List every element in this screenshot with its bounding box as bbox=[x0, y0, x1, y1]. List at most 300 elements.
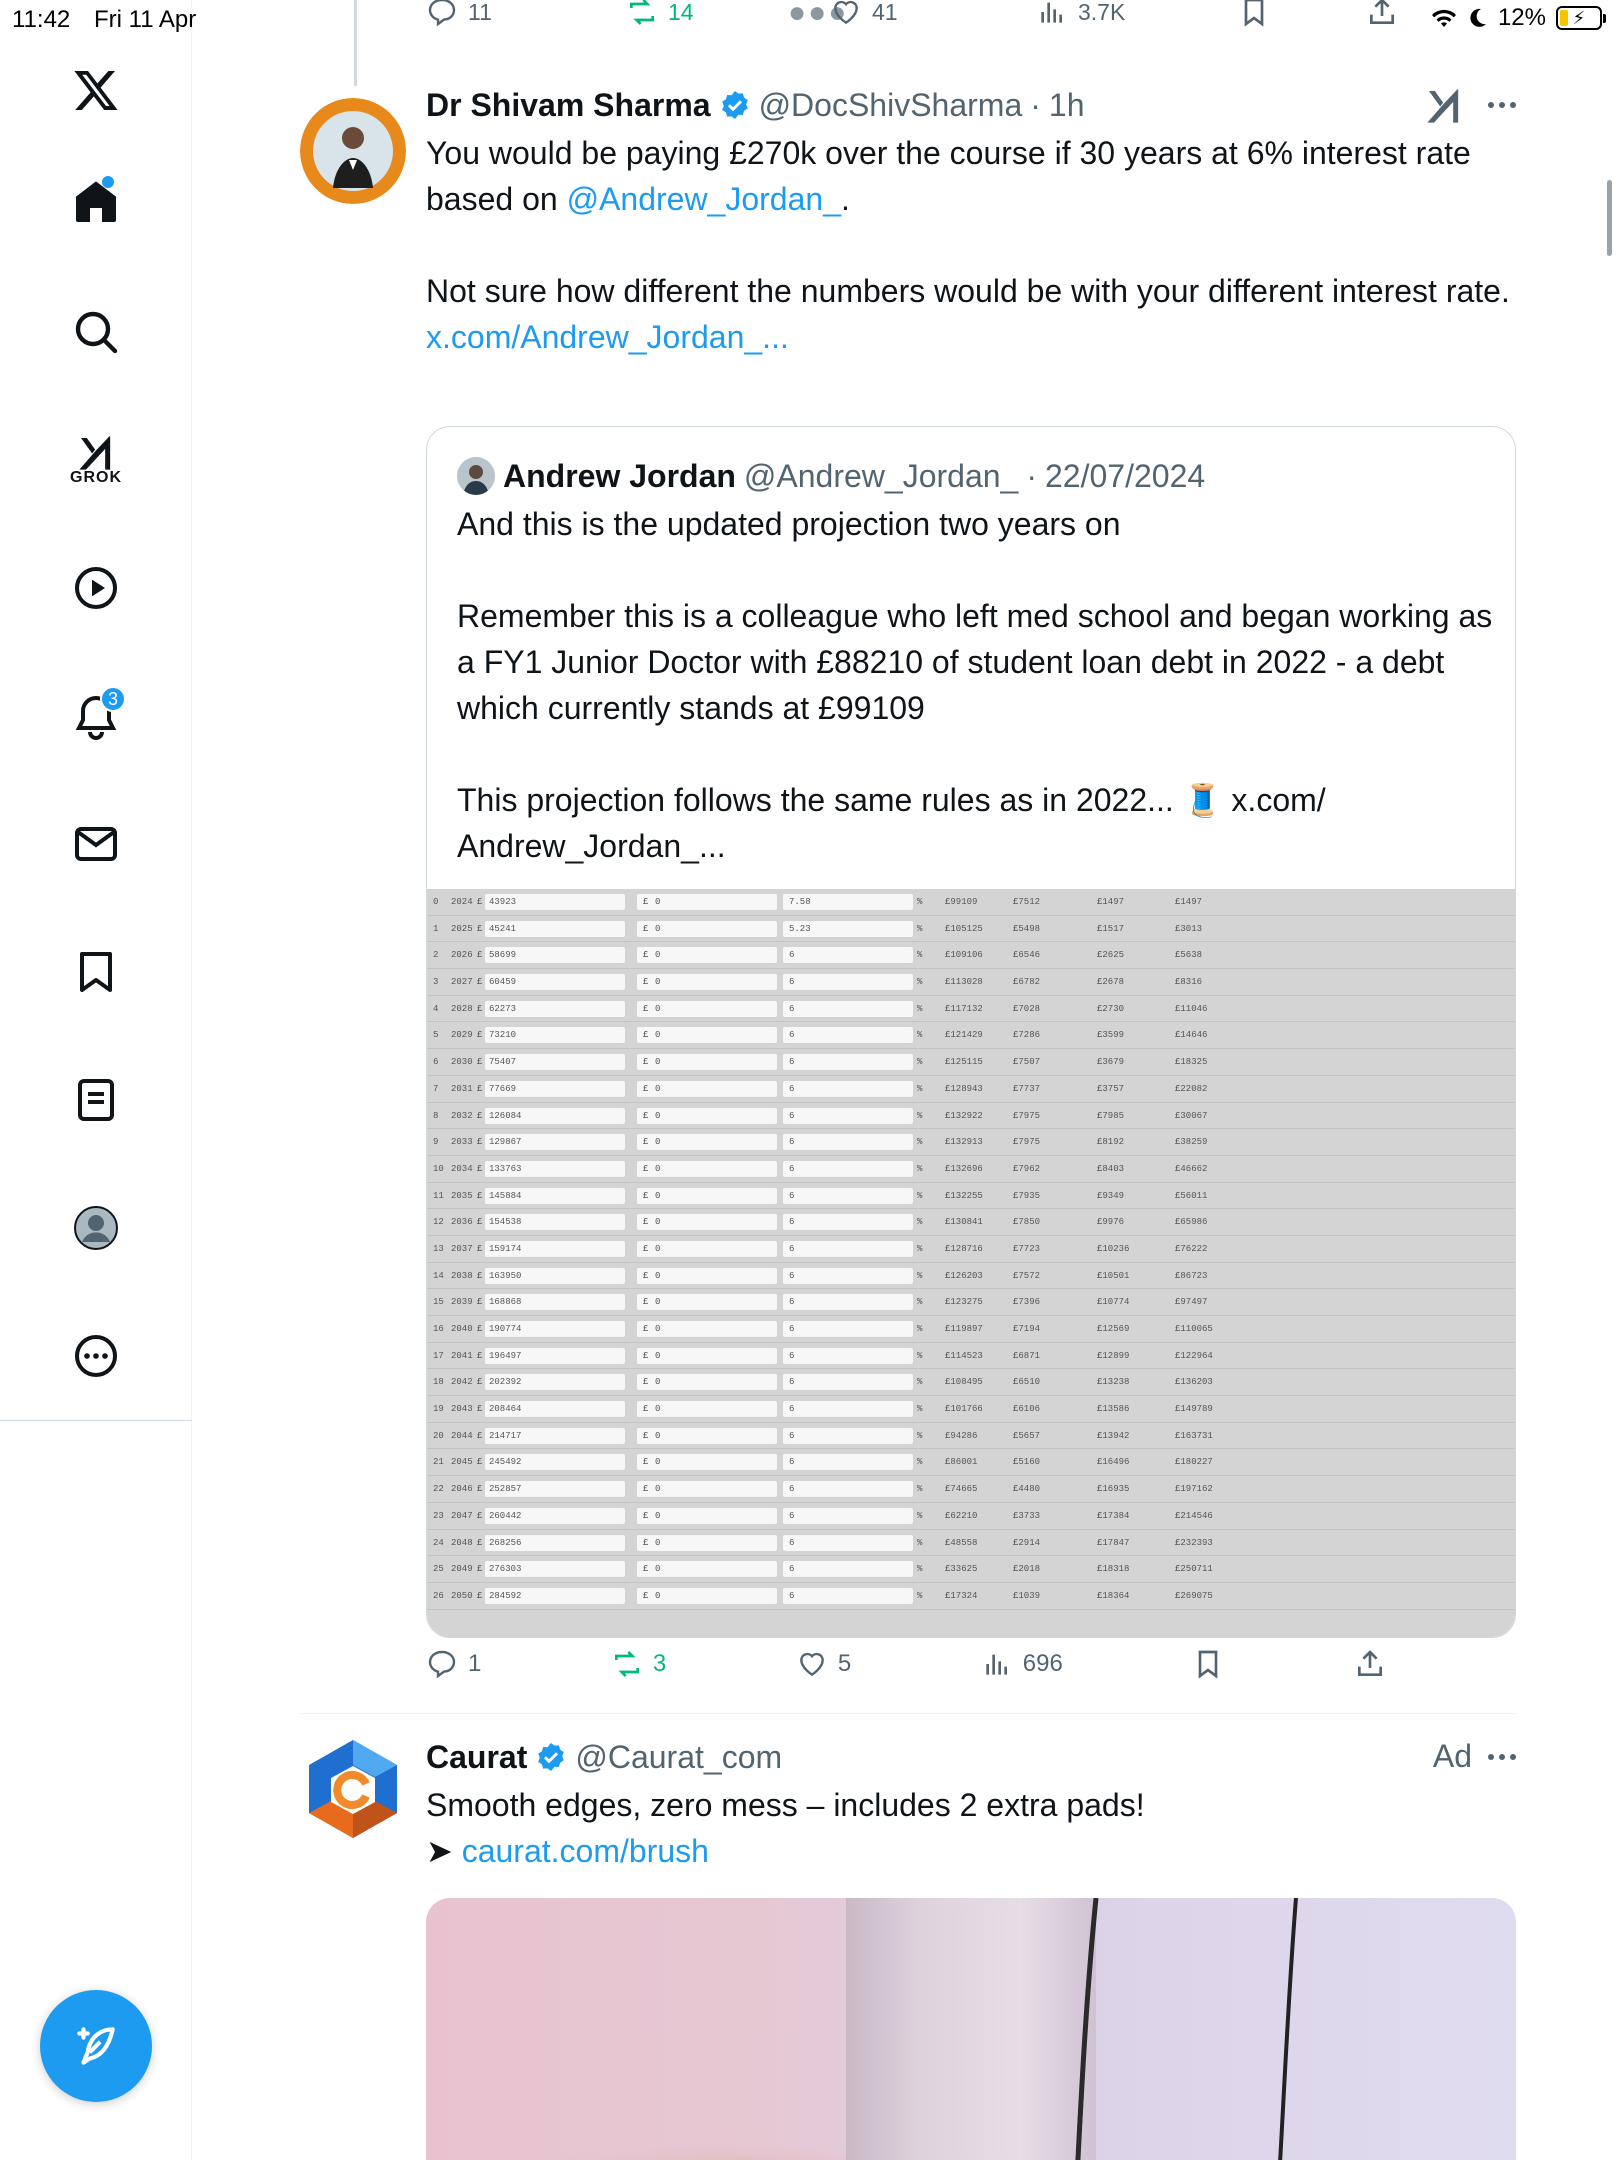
ad-text-line: Smooth edges, zero mess – includes 2 extra pads! bbox=[426, 1787, 1145, 1823]
nav-messages[interactable] bbox=[56, 804, 136, 884]
quoted-author-name: Andrew Jordan bbox=[503, 457, 736, 494]
ad-media-photo bbox=[426, 1898, 1516, 2160]
tweet-text-part: Not sure how different the numbers would be with your different interest rate. bbox=[426, 273, 1510, 309]
row-year: 2034 bbox=[451, 1163, 473, 1174]
row-interest: £6782 bbox=[1013, 977, 1041, 988]
percent-symbol: % bbox=[917, 1484, 923, 1495]
row-rate: 6 bbox=[789, 1243, 795, 1254]
tweet-url-link[interactable]: x.com/Andrew_Jordan_... bbox=[426, 319, 789, 355]
row-index: 19 bbox=[433, 1404, 444, 1415]
row-balance: £117132 bbox=[945, 1003, 983, 1014]
spreadsheet-row bbox=[427, 1423, 1515, 1450]
row-rate: 6 bbox=[789, 1377, 795, 1388]
currency-symbol: £ bbox=[643, 1590, 649, 1601]
row-total-paid: £197162 bbox=[1175, 1484, 1213, 1495]
row-year: 2028 bbox=[451, 1003, 473, 1014]
x-logo-icon[interactable] bbox=[56, 50, 136, 130]
row-year: 2043 bbox=[451, 1404, 473, 1415]
row-balance: £128716 bbox=[945, 1243, 983, 1254]
ad-text bbox=[426, 1782, 1520, 1874]
row-interest: £7028 bbox=[1013, 1003, 1041, 1014]
row-salary: 284592 bbox=[489, 1590, 522, 1601]
battery-percent: 12% bbox=[1497, 4, 1546, 31]
row-interest: £6871 bbox=[1013, 1350, 1041, 1361]
row-rate: 6 bbox=[789, 1003, 795, 1014]
row-extra: 0 bbox=[655, 1110, 661, 1121]
row-total-paid: £250711 bbox=[1175, 1564, 1213, 1575]
currency-symbol: £ bbox=[477, 1590, 483, 1601]
row-repayment: £13586 bbox=[1097, 1404, 1130, 1415]
row-year: 2045 bbox=[451, 1457, 473, 1468]
ad-author-handle[interactable]: @Caurat_com bbox=[575, 1738, 783, 1775]
percent-symbol: % bbox=[917, 923, 923, 934]
spreadsheet-row bbox=[427, 1263, 1515, 1290]
percent-symbol: % bbox=[917, 1324, 923, 1334]
row-extra: 0 bbox=[655, 897, 661, 907]
row-rate: 6 bbox=[789, 1537, 795, 1548]
percent-symbol: % bbox=[917, 1377, 923, 1388]
row-interest: £7286 bbox=[1013, 1030, 1041, 1041]
currency-symbol: £ bbox=[477, 1083, 483, 1094]
ad-avatar[interactable] bbox=[300, 1736, 406, 1842]
percent-symbol: % bbox=[917, 1297, 923, 1308]
row-extra: 0 bbox=[655, 977, 661, 988]
nav-video[interactable] bbox=[56, 548, 136, 628]
battery-icon: ⚡ bbox=[1556, 6, 1602, 30]
percent-symbol: % bbox=[917, 1404, 923, 1415]
header-separator: · bbox=[1030, 86, 1041, 123]
row-year: 2039 bbox=[451, 1297, 473, 1308]
percent-symbol: % bbox=[917, 1430, 923, 1441]
row-repayment: £10236 bbox=[1097, 1243, 1130, 1254]
ad-author-name[interactable]: Caurat bbox=[426, 1738, 528, 1775]
currency-symbol: £ bbox=[643, 1057, 649, 1068]
spreadsheet-row bbox=[427, 1583, 1515, 1610]
percent-symbol: % bbox=[917, 1537, 923, 1548]
prev-like-count: 41 bbox=[872, 0, 898, 25]
row-balance: £101766 bbox=[945, 1404, 983, 1415]
row-index: 20 bbox=[433, 1430, 444, 1441]
mention-link[interactable]: @Andrew_Jordan_ bbox=[566, 181, 841, 217]
percent-symbol: % bbox=[917, 1350, 923, 1361]
row-salary: 163950 bbox=[489, 1270, 522, 1281]
row-total-paid: £214546 bbox=[1175, 1510, 1213, 1521]
row-interest: £7396 bbox=[1013, 1297, 1041, 1308]
spreadsheet-row bbox=[427, 916, 1515, 943]
caurat-logo-icon bbox=[300, 1736, 406, 1842]
row-interest: £7723 bbox=[1013, 1243, 1041, 1254]
row-extra: 0 bbox=[655, 1243, 661, 1254]
row-balance: £17324 bbox=[945, 1590, 978, 1601]
row-interest: £5160 bbox=[1013, 1457, 1041, 1468]
row-rate: 6 bbox=[789, 950, 795, 961]
row-extra: 0 bbox=[655, 1350, 661, 1361]
spreadsheet-row bbox=[427, 1369, 1515, 1396]
share-icon bbox=[1354, 1648, 1386, 1680]
row-year: 2025 bbox=[451, 923, 473, 934]
row-salary: 43923 bbox=[489, 897, 517, 907]
row-index: 16 bbox=[433, 1324, 444, 1334]
row-balance: £132913 bbox=[945, 1137, 983, 1148]
row-index: 1 bbox=[433, 923, 439, 934]
spreadsheet-row bbox=[427, 969, 1515, 996]
row-total-paid: £269075 bbox=[1175, 1590, 1213, 1601]
row-year: 2047 bbox=[451, 1510, 473, 1521]
percent-symbol: % bbox=[917, 1190, 923, 1201]
row-rate: 6 bbox=[789, 1564, 795, 1575]
quoted-author-avatar-image bbox=[457, 457, 495, 495]
prev-repost-count: 14 bbox=[668, 0, 694, 25]
row-balance: £86001 bbox=[945, 1457, 978, 1468]
author-avatar-image bbox=[300, 98, 406, 204]
tweet-time[interactable]: 1h bbox=[1048, 86, 1085, 123]
row-extra: 0 bbox=[655, 1484, 661, 1495]
currency-symbol: £ bbox=[477, 1537, 483, 1548]
row-index: 15 bbox=[433, 1297, 444, 1308]
tweet-text-part: . bbox=[840, 181, 850, 217]
row-interest: £6510 bbox=[1013, 1377, 1041, 1388]
row-total-paid: £76222 bbox=[1175, 1243, 1208, 1254]
percent-symbol: % bbox=[917, 1217, 923, 1228]
row-total-paid: £136203 bbox=[1175, 1377, 1213, 1388]
views-button[interactable] bbox=[981, 1644, 1063, 1684]
row-index: 8 bbox=[433, 1110, 439, 1121]
quoted-text-part: This projection follows the same rules as in 2022... 🧵 x.com/ Andrew_Jordan_... bbox=[457, 782, 1326, 864]
tweet-actions bbox=[426, 1644, 1386, 1684]
currency-symbol: £ bbox=[643, 1324, 649, 1334]
row-index: 13 bbox=[433, 1243, 444, 1254]
row-rate: 7.58 bbox=[789, 897, 811, 907]
percent-symbol: % bbox=[917, 977, 923, 988]
row-repayment: £1497 bbox=[1097, 897, 1125, 907]
row-repayment: £10774 bbox=[1097, 1297, 1130, 1308]
prev-typing-indicator: ●●● bbox=[788, 0, 849, 29]
row-salary: 75407 bbox=[489, 1057, 517, 1068]
row-repayment: £9976 bbox=[1097, 1217, 1125, 1228]
row-index: 2 bbox=[433, 950, 439, 961]
row-salary: 77669 bbox=[489, 1083, 517, 1094]
row-index: 12 bbox=[433, 1217, 444, 1228]
row-interest: £3733 bbox=[1013, 1510, 1041, 1521]
row-extra: 0 bbox=[655, 1564, 661, 1575]
heart-icon bbox=[796, 1648, 828, 1680]
percent-symbol: % bbox=[917, 1057, 923, 1068]
row-salary: 60459 bbox=[489, 977, 517, 988]
nav-more[interactable] bbox=[56, 1316, 136, 1396]
row-extra: 0 bbox=[655, 1003, 661, 1014]
currency-symbol: £ bbox=[477, 1324, 483, 1334]
spreadsheet-image[interactable] bbox=[427, 889, 1515, 1638]
row-interest: £2914 bbox=[1013, 1537, 1041, 1548]
currency-symbol: £ bbox=[477, 1163, 483, 1174]
share-button[interactable] bbox=[1354, 1644, 1386, 1684]
row-rate: 6 bbox=[789, 1163, 795, 1174]
nav-grok[interactable] bbox=[56, 420, 136, 500]
currency-symbol: £ bbox=[477, 1404, 483, 1415]
row-extra: 0 bbox=[655, 1190, 661, 1201]
row-year: 2049 bbox=[451, 1564, 473, 1575]
currency-symbol: £ bbox=[643, 1430, 649, 1441]
row-salary: 245492 bbox=[489, 1457, 522, 1468]
more-options-icon[interactable] bbox=[1488, 102, 1516, 108]
scrollbar[interactable] bbox=[1607, 180, 1612, 256]
percent-symbol: % bbox=[917, 950, 923, 961]
row-salary: 154538 bbox=[489, 1217, 522, 1228]
bookmark-icon bbox=[72, 948, 120, 996]
spreadsheet-row bbox=[427, 1316, 1515, 1343]
row-interest: £7935 bbox=[1013, 1190, 1041, 1201]
row-repayment: £7985 bbox=[1097, 1110, 1125, 1121]
row-total-paid: £65986 bbox=[1175, 1217, 1208, 1228]
spreadsheet-row bbox=[427, 942, 1515, 969]
nav-notifications[interactable] bbox=[56, 676, 136, 756]
row-total-paid: £5638 bbox=[1175, 950, 1203, 961]
currency-symbol: £ bbox=[643, 1350, 649, 1361]
currency-symbol: £ bbox=[477, 1350, 483, 1361]
row-interest: £7962 bbox=[1013, 1163, 1041, 1174]
row-rate: 6 bbox=[789, 1430, 795, 1441]
currency-symbol: £ bbox=[477, 923, 483, 934]
row-rate: 6 bbox=[789, 1457, 795, 1468]
compose-post-button[interactable] bbox=[40, 1990, 152, 2102]
row-year: 2024 bbox=[451, 897, 473, 907]
row-total-paid: £18325 bbox=[1175, 1057, 1208, 1068]
row-rate: 6 bbox=[789, 1484, 795, 1495]
ad-link[interactable]: caurat.com/brush bbox=[461, 1833, 709, 1869]
currency-symbol: £ bbox=[643, 1270, 649, 1281]
row-total-paid: £122964 bbox=[1175, 1350, 1213, 1361]
reply-count: 1 bbox=[468, 1650, 482, 1677]
quoted-author-avatar[interactable] bbox=[457, 457, 495, 495]
currency-symbol: £ bbox=[477, 1297, 483, 1308]
author-avatar[interactable] bbox=[300, 98, 406, 204]
row-repayment: £2625 bbox=[1097, 950, 1125, 961]
spreadsheet-row bbox=[427, 1503, 1515, 1530]
spreadsheet-row bbox=[427, 1209, 1515, 1236]
row-index: 7 bbox=[433, 1083, 439, 1094]
row-balance: £105125 bbox=[945, 923, 983, 934]
row-repayment: £2730 bbox=[1097, 1003, 1125, 1014]
row-repayment: £13238 bbox=[1097, 1377, 1130, 1388]
grok-label: GROK bbox=[70, 469, 122, 486]
row-index: 23 bbox=[433, 1510, 444, 1521]
row-balance: £126203 bbox=[945, 1270, 983, 1281]
percent-symbol: % bbox=[917, 1137, 923, 1148]
row-year: 2042 bbox=[451, 1377, 473, 1388]
currency-symbol: £ bbox=[477, 977, 483, 988]
nav-home[interactable] bbox=[56, 162, 136, 242]
row-salary: 214717 bbox=[489, 1430, 522, 1441]
row-extra: 0 bbox=[655, 1457, 661, 1468]
currency-symbol: £ bbox=[643, 1110, 649, 1121]
currency-symbol: £ bbox=[643, 1297, 649, 1308]
nav-explore[interactable] bbox=[56, 292, 136, 372]
row-repayment: £9349 bbox=[1097, 1190, 1125, 1201]
row-balance: £119897 bbox=[945, 1324, 983, 1334]
row-index: 17 bbox=[433, 1350, 444, 1361]
repost-count: 3 bbox=[652, 1650, 667, 1677]
row-salary: 73210 bbox=[489, 1030, 517, 1041]
currency-symbol: £ bbox=[643, 1003, 649, 1014]
status-bar bbox=[0, 0, 1620, 40]
row-rate: 6 bbox=[789, 1057, 795, 1068]
row-total-paid: £14646 bbox=[1175, 1030, 1208, 1041]
verified-badge-icon bbox=[535, 1741, 567, 1773]
grok-icon[interactable] bbox=[1424, 86, 1464, 126]
row-interest: £7975 bbox=[1013, 1110, 1041, 1121]
row-balance: £94286 bbox=[945, 1430, 978, 1441]
views-chart-icon bbox=[981, 1648, 1013, 1680]
row-total-paid: £180227 bbox=[1175, 1457, 1213, 1468]
row-rate: 6 bbox=[789, 1350, 795, 1361]
more-options-icon[interactable] bbox=[1488, 1754, 1516, 1760]
percent-symbol: % bbox=[917, 1270, 923, 1281]
row-extra: 0 bbox=[655, 1590, 661, 1601]
row-total-paid: £232393 bbox=[1175, 1537, 1213, 1548]
views-count: 696 bbox=[1022, 1650, 1063, 1677]
row-rate: 6 bbox=[789, 1324, 795, 1334]
row-interest: £6106 bbox=[1013, 1404, 1041, 1415]
row-salary: 252857 bbox=[489, 1484, 522, 1495]
row-repayment: £1517 bbox=[1097, 923, 1125, 934]
wifi-icon bbox=[1430, 7, 1458, 29]
row-extra: 0 bbox=[655, 1297, 661, 1308]
row-rate: 6 bbox=[789, 1190, 795, 1201]
bookmark-button[interactable] bbox=[1192, 1644, 1224, 1684]
sidebar bbox=[0, 0, 192, 2160]
row-repayment: £12899 bbox=[1097, 1350, 1130, 1361]
percent-symbol: % bbox=[917, 1590, 923, 1601]
currency-symbol: £ bbox=[477, 897, 483, 907]
percent-symbol: % bbox=[917, 1510, 923, 1521]
row-index: 6 bbox=[433, 1057, 439, 1068]
row-index: 9 bbox=[433, 1137, 439, 1148]
currency-symbol: £ bbox=[643, 1457, 649, 1468]
row-repayment: £12569 bbox=[1097, 1324, 1130, 1334]
spreadsheet-row bbox=[427, 1103, 1515, 1130]
row-extra: 0 bbox=[655, 923, 661, 934]
sidebar-divider bbox=[0, 1420, 192, 1421]
row-balance: £62210 bbox=[945, 1510, 978, 1521]
spreadsheet-row bbox=[427, 1076, 1515, 1103]
row-rate: 6 bbox=[789, 1083, 795, 1094]
spreadsheet-row bbox=[427, 1289, 1515, 1316]
row-year: 2048 bbox=[451, 1537, 473, 1548]
currency-symbol: £ bbox=[477, 950, 483, 961]
row-balance: £108495 bbox=[945, 1377, 983, 1388]
spreadsheet-row bbox=[427, 996, 1515, 1023]
currency-symbol: £ bbox=[477, 1270, 483, 1281]
tweet[interactable] bbox=[300, 84, 1520, 1714]
row-year: 2040 bbox=[451, 1324, 473, 1334]
row-index: 18 bbox=[433, 1377, 444, 1388]
row-repayment: £17847 bbox=[1097, 1537, 1130, 1548]
author-name[interactable]: Dr Shivam Sharma bbox=[426, 86, 711, 123]
tweet-text bbox=[426, 130, 1520, 360]
nav-lists[interactable] bbox=[56, 1060, 136, 1140]
currency-symbol: £ bbox=[643, 897, 649, 907]
row-salary: 202392 bbox=[489, 1377, 522, 1388]
row-extra: 0 bbox=[655, 1163, 661, 1174]
row-index: 4 bbox=[433, 1003, 439, 1014]
row-salary: 276303 bbox=[489, 1564, 522, 1575]
nav-bookmarks[interactable] bbox=[56, 932, 136, 1012]
currency-symbol: £ bbox=[643, 1510, 649, 1521]
reply-button[interactable] bbox=[426, 1644, 481, 1684]
row-rate: 6 bbox=[789, 1030, 795, 1041]
percent-symbol: % bbox=[917, 1083, 923, 1094]
row-total-paid: £11046 bbox=[1175, 1003, 1208, 1014]
row-interest: £7737 bbox=[1013, 1083, 1041, 1094]
row-balance: £74665 bbox=[945, 1484, 978, 1495]
nav-profile[interactable] bbox=[56, 1188, 136, 1268]
like-button[interactable] bbox=[796, 1644, 851, 1684]
row-extra: 0 bbox=[655, 1083, 661, 1094]
row-balance: £33625 bbox=[945, 1564, 978, 1575]
row-total-paid: £3013 bbox=[1175, 923, 1203, 934]
row-rate: 6 bbox=[789, 977, 795, 988]
row-year: 2044 bbox=[451, 1430, 473, 1441]
row-extra: 0 bbox=[655, 1324, 661, 1334]
quoted-text-part: And this is the updated projection two years on bbox=[457, 506, 1121, 542]
search-icon bbox=[72, 308, 120, 356]
row-index: 11 bbox=[433, 1190, 444, 1201]
row-balance: £132255 bbox=[945, 1190, 983, 1201]
row-balance: £109106 bbox=[945, 950, 983, 961]
percent-symbol: % bbox=[917, 1003, 923, 1014]
row-extra: 0 bbox=[655, 1030, 661, 1041]
currency-symbol: £ bbox=[643, 1537, 649, 1548]
row-total-paid: £86723 bbox=[1175, 1270, 1208, 1281]
repost-icon bbox=[611, 1648, 643, 1680]
row-rate: 6 bbox=[789, 1590, 795, 1601]
currency-symbol: £ bbox=[643, 977, 649, 988]
moon-icon bbox=[1468, 7, 1488, 29]
row-interest: £7850 bbox=[1013, 1217, 1041, 1228]
status-time: 11:42 bbox=[12, 6, 71, 33]
row-salary: 129867 bbox=[489, 1137, 522, 1148]
notifications-badge: 3 bbox=[100, 686, 126, 712]
row-salary: 126084 bbox=[489, 1110, 522, 1121]
row-salary: 159174 bbox=[489, 1243, 522, 1254]
quoted-tweet-header bbox=[457, 457, 1495, 495]
ad-media-image[interactable] bbox=[426, 1898, 1516, 2160]
repost-button[interactable] bbox=[611, 1644, 666, 1684]
quoted-tweet[interactable] bbox=[426, 426, 1516, 1638]
row-balance: £114523 bbox=[945, 1350, 983, 1361]
quoted-tweet-text bbox=[457, 501, 1495, 869]
row-salary: 145884 bbox=[489, 1190, 522, 1201]
row-repayment: £18364 bbox=[1097, 1590, 1130, 1601]
row-balance: £132696 bbox=[945, 1163, 983, 1174]
spreadsheet-row bbox=[427, 1343, 1515, 1370]
row-index: 3 bbox=[433, 977, 439, 988]
row-repayment: £2678 bbox=[1097, 977, 1125, 988]
spreadsheet-row bbox=[427, 1530, 1515, 1557]
row-total-paid: £38259 bbox=[1175, 1137, 1208, 1148]
prev-views-count: 3.7K bbox=[1078, 0, 1126, 25]
row-interest: £7975 bbox=[1013, 1137, 1041, 1148]
spreadsheet-row bbox=[427, 1156, 1515, 1183]
currency-symbol: £ bbox=[643, 1404, 649, 1415]
currency-symbol: £ bbox=[477, 1564, 483, 1575]
row-index: 26 bbox=[433, 1590, 444, 1601]
currency-symbol: £ bbox=[643, 1137, 649, 1148]
author-handle[interactable]: @DocShivSharma bbox=[758, 86, 1023, 123]
currency-symbol: £ bbox=[477, 1057, 483, 1068]
row-extra: 0 bbox=[655, 1217, 661, 1228]
row-interest: £7507 bbox=[1013, 1057, 1041, 1068]
